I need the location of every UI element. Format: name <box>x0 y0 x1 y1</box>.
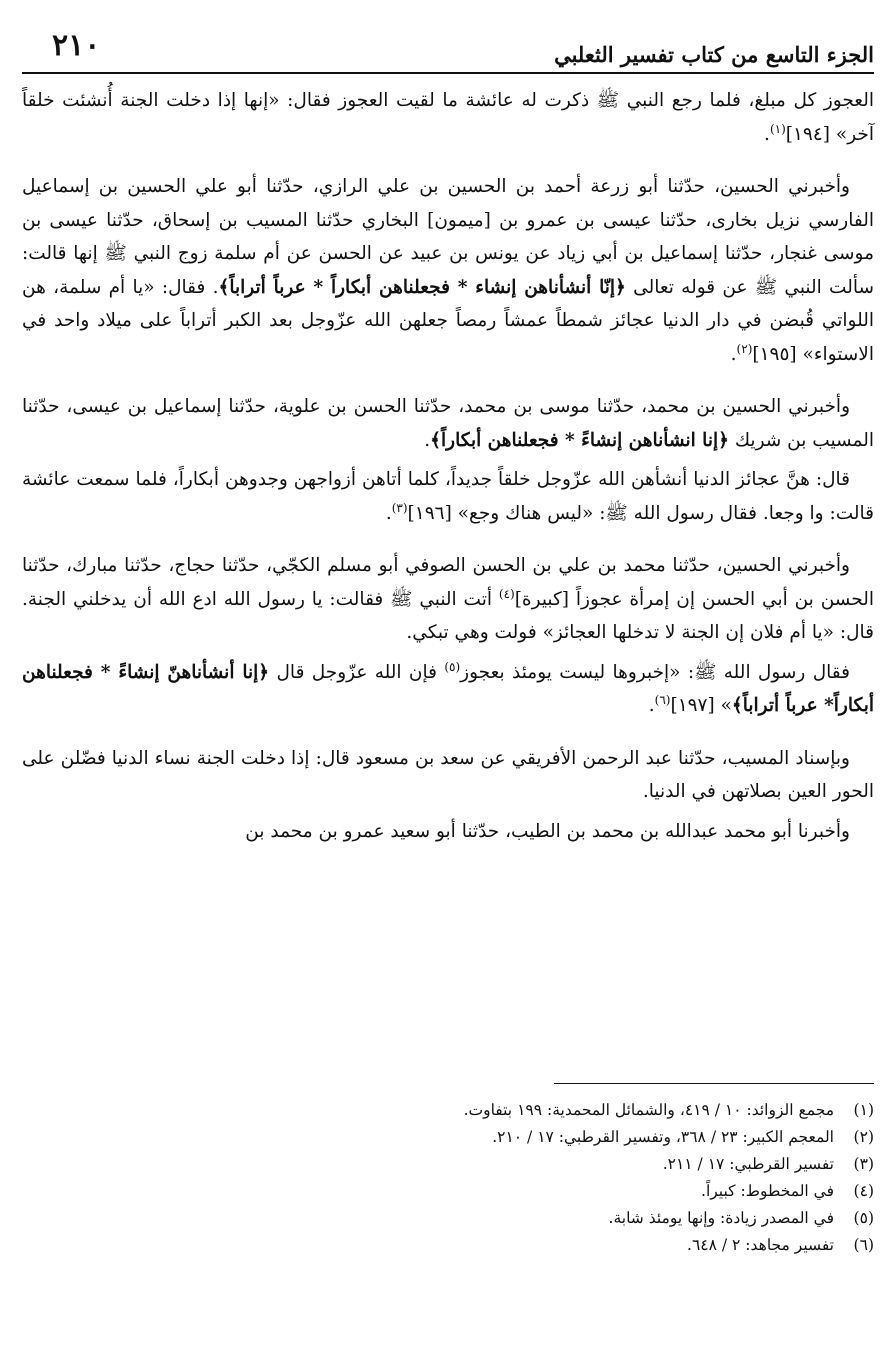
footnote-item <box>22 1233 874 1258</box>
footnote-ref: (٦) <box>654 692 671 707</box>
paragraph-8 <box>22 815 874 849</box>
footnote-text: تفسير القرطبي: ١٧ / ٢١١. <box>662 1155 834 1173</box>
paragraph-1 <box>22 84 874 151</box>
footnote-number: (٥) <box>853 1209 874 1227</box>
paragraph-text: وبإسناد المسيب، حدّثنا عبد الرحمن الأفريقي عن سعد بن مسعود قال: إذا دخلت الجنة نساء الدنيا فضّلن على الحور العين بصلاتهن في الدنيا. <box>22 747 874 802</box>
footnote-item <box>22 1179 874 1204</box>
footnote-text: المعجم الكبير: ٢٣ / ٣٦٨، وتفسير القرطبي: ١٧ / ٢١٠. <box>492 1128 834 1146</box>
footnote-ref: (١) <box>769 121 786 136</box>
paragraph-5 <box>22 549 874 650</box>
paragraph-6 <box>22 656 874 723</box>
paragraph-3 <box>22 390 874 457</box>
footnote-item <box>22 1152 874 1177</box>
paragraph-7 <box>22 742 874 809</box>
footnote-number: (٣) <box>853 1155 874 1173</box>
footnote-text: في المصدر زيادة: وإنها يومئذ شابة. <box>608 1209 834 1227</box>
paragraph-text: فإن الله عزّوجل قال <box>269 661 445 683</box>
paragraph-text: . فقال: «يا أم سلمة، هن اللواتي قُبضن في دار الدنيا عجائز شمطاً عمشاً رمصاً جعلهن الله عزّوجل بعد الكبر أتراباً على ميلاد واحد في الاستواء» [١٩٥] <box>22 276 874 365</box>
paragraph-text: وأخبرني الحسين بن محمد، حدّثنا موسى بن محمد، حدّثنا الحسن بن علوية، حدّثنا إسماعيل بن عيسى، حدّثنا المسيب بن شريك <box>22 396 874 451</box>
paragraph-text: » [١٩٧] <box>670 695 732 716</box>
paragraph-2 <box>22 170 874 371</box>
footnote-number: (٦) <box>853 1236 874 1254</box>
paragraph-text: أتت النبي ﷺ فقالت: يا رسول الله ادع الله أن يدخلني الجنة. قال: «يا أم فلان إن الجنة لا تدخلها العجائز» فولت وهي تبكي. <box>22 588 874 643</box>
quran-verse: ﴿إنّا أنشأناهن إنشاء * فجعلناهن أبكاراً * عرباً أتراباً﴾ <box>218 276 626 298</box>
paragraph-text: العجوز كل مبلغ، فلما رجع النبي ﷺ ذكرت له عائشة ما لقيت العجوز فقال: «إنها إذا دخلت الجنة أُنشئت خلقاً آخر» [١٩٤] <box>22 90 874 145</box>
footnote-item <box>22 1098 874 1123</box>
paragraph-text: قال: هنَّ عجائز الدنيا أنشأهن الله عزّوجل خلقاً جديداً، كلما أتاهن أزواجهن وجدوهن أبكاراً، فلما سمعت عائشة قالت: وا وجعا. فقال رسول الله ﷺ: «ليس هناك وجع» [١٩٦] <box>22 469 874 524</box>
paragraph-text: . <box>764 123 770 145</box>
footnotes <box>22 1098 874 1260</box>
paragraph-text: . <box>424 429 431 451</box>
main-text <box>22 84 874 867</box>
footnote-divider <box>554 1083 874 1084</box>
footnote-ref: (٥) <box>444 659 461 674</box>
footnote-number: (٤) <box>853 1182 874 1200</box>
footnote-number: (٢) <box>853 1128 874 1146</box>
book-page <box>22 0 874 1363</box>
footnote-ref: (٤) <box>498 586 515 601</box>
running-title: الجزء التاسع من كتاب تفسير الثعلبي <box>554 42 874 67</box>
quran-verse: ﴿إنا انشأناهن إنشاءً * فجعلناهن أبكاراً﴾ <box>430 429 729 451</box>
footnote-number: (١) <box>853 1101 874 1119</box>
footnote-ref: (٣) <box>391 500 408 515</box>
paragraph-text: وأخبرني الحسين، حدّثنا أبو زرعة أحمد بن الحسين بن علي الرازي، حدّثنا أبو علي الحسين بن إسماعيل الفارسي نزيل بخارى، حدّثنا عيسى بن عمرو بن [ميمون] البخاري حدّثنا المسيب بن إسحاق، حدّثنا عيسى بن موسى غنجار، حدّثنا إسماعيل بن أبي زياد عن يونس بن عبيد عن الحسن عن أم سلمة زوج النبي ﷺ إنها قالت: سألت النبي ﷺ عن قوله تعالى <box>22 176 875 298</box>
paragraph-text: وأخبرنا أبو محمد عبدالله بن محمد بن الطيب، حدّثنا أبو سعيد عمرو بن محمد بن <box>245 820 850 842</box>
paragraph-4 <box>22 463 874 530</box>
footnote-item <box>22 1125 874 1150</box>
footnote-text: تفسير مجاهد: ٢ / ٦٤٨. <box>687 1236 834 1254</box>
paragraph-text: وأخبرني الحسين، حدّثنا محمد بن علي بن الحسن الصوفي أبو مسلم الكجّي، حدّثنا حجاج، حدّثنا مبارك، حدّثنا الحسن بن أبي الحسن إن إمرأة عجوزاً [كبيرة] <box>22 555 874 610</box>
paragraph-text: . <box>730 343 737 365</box>
footnote-text: في المخطوط: كبيراً. <box>701 1182 834 1200</box>
paragraph-text: . <box>648 695 655 716</box>
quran-verse: ﴿إنا أنشأناهنّ إنشاءً * فجعلناهن أبكاراً* عرباً أتراباً﴾ <box>22 661 874 716</box>
footnote-ref: (٢) <box>736 341 753 356</box>
page-header <box>22 20 874 74</box>
paragraph-text: . <box>385 502 392 524</box>
page-number: ٢١٠ <box>52 28 101 63</box>
footnote-item <box>22 1206 874 1231</box>
paragraph-text: فقال رسول الله ﷺ: «إخبروها ليست يومئذ بعجوز <box>460 661 850 683</box>
footnote-text: مجمع الزوائد: ١٠ / ٤١٩، والشمائل المحمدية: ١٩٩ بتفاوت. <box>463 1101 834 1119</box>
